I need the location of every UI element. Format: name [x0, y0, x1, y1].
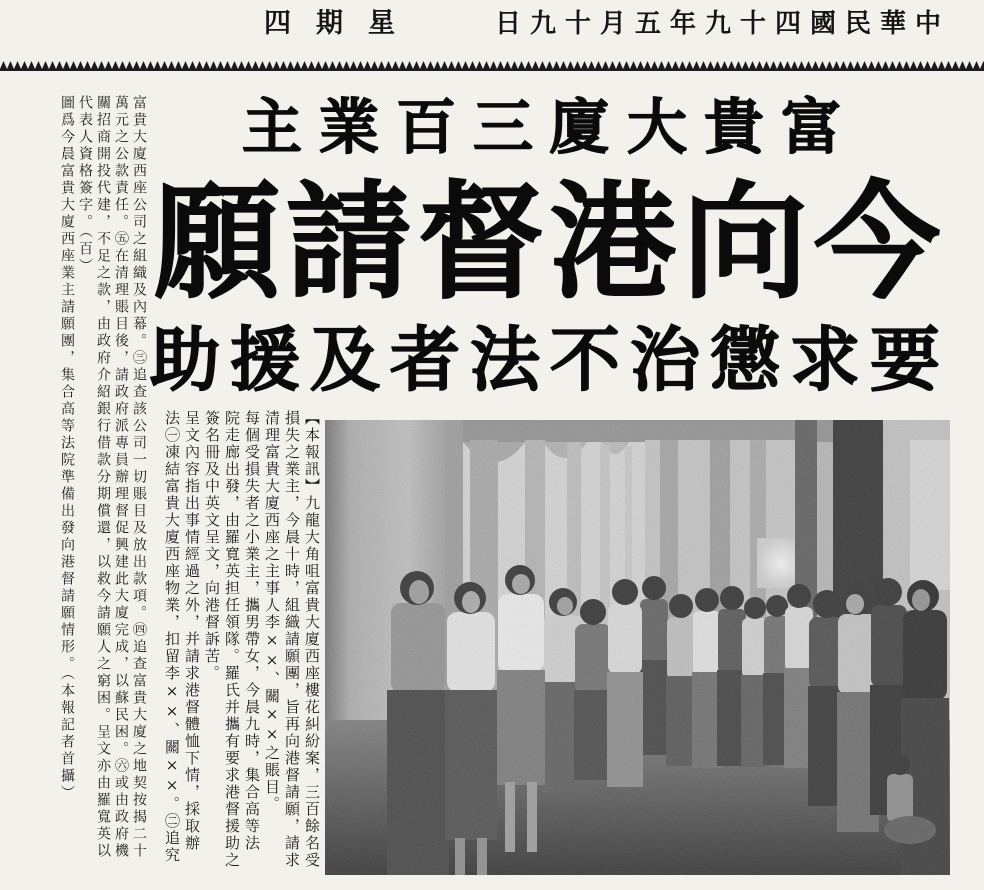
- article-column: 萬元之公款責任。㊄在清理賬目後，請政府派專員辦理督促興建此大廈完成，以蘇民困。㊅或由政府機: [113, 95, 129, 860]
- issue-date: 中華民國四十九年五月十九日: [494, 9, 950, 39]
- article-column: 院走廊出發，由羅寬英担任領隊。羅氏并攜有要求港督援助之: [223, 410, 241, 869]
- weekday: 星期四: [264, 8, 420, 39]
- headline-subhead: 要求懲治不法者及援助: [150, 318, 950, 401]
- article-column: 富貴大廈西座公司之組織及內幕。㊂追查該公司一切賬目及放出款項。㊃追查富貴大廈之地契按揭二十: [131, 95, 147, 860]
- article-body-left: [58, 95, 148, 875]
- article-column: 呈文內容指出事情經過之外，并請求港督體恤下情，採取辦: [183, 410, 201, 852]
- headline-kicker: 富貴大廈三百業主: [242, 93, 858, 163]
- article-column: 法㊀凍結富貴大廈西座物業，扣留李××、關××。㊁追究: [163, 410, 181, 864]
- article-column: 代表人資格簽字。（百）: [77, 95, 93, 275]
- article-column: 【本報訊】九龍大角咀富貴大廈西座樓花糾紛案，三百餘名受: [303, 410, 321, 869]
- article-column: 每個受損失者之小業主，攜男帶女，今晨九時，集合高等法: [243, 410, 261, 852]
- photo-caption: 圖爲今晨富貴大廈西座業主請願團，集合高等法院準備出發向港督請願情形。（本報記者首攝）: [59, 95, 75, 802]
- article-column: 簽名冊及中英文呈文，向港督訴苦。: [203, 410, 221, 682]
- headline-main: 今向港督請願: [154, 168, 946, 316]
- article-column: 損失之業主，今晨十時，組織請願團，旨再向港督請願，請求: [283, 410, 301, 869]
- article-column: 清理富貴大廈西座之主事人李××、關××之賬目。: [263, 410, 281, 813]
- photo: [325, 420, 950, 875]
- decorative-border: [0, 58, 984, 72]
- article-column: 關招商開投代建，不足之款，由政府介紹銀行借款分期償還，以救今請願人之窮困。呈文亦由羅寬英以: [95, 95, 111, 860]
- article-body-lower: [160, 410, 322, 876]
